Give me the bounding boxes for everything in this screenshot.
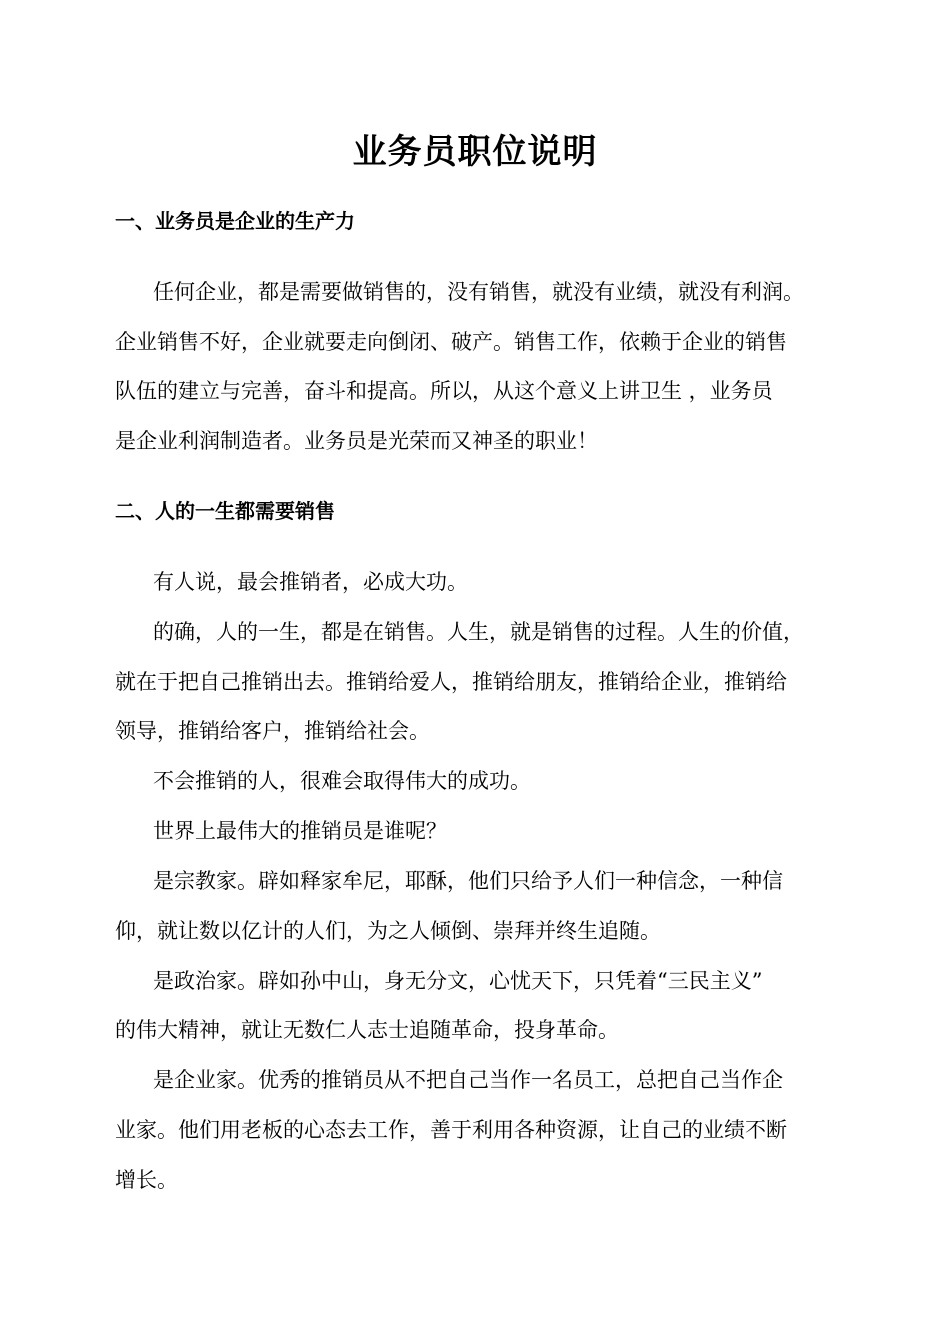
paragraph-line: 业家。他们用老板的心态去工作，善于利用各种资源，让自己的业绩不断 [115,1118,787,1142]
document-title: 业务员职位说明 [352,132,598,172]
section-heading-2: 二、人的一生都需要销售 [115,499,335,523]
paragraph-line: 仰，就让数以亿计的人们，为之人倾倒、崇拜并终生追随。 [115,919,661,943]
paragraph-line: 有人说，最会推销者，必成大功。 [153,570,468,594]
paragraph-line: 企业销售不好，企业就要走向倒闭、破产。销售工作，依赖于企业的销售 [115,330,787,354]
paragraph-line: 任何企业，都是需要做销售的，没有销售，就没有业绩，就没有利润。 [153,280,804,304]
paragraph-line: 的伟大精神，就让无数仁人志士追随革命，投身革命。 [115,1018,619,1042]
paragraph-line: 就在于把自己推销出去。推销给爱人，推销给朋友，推销给企业，推销给 [115,670,787,694]
paragraph-line: 是政治家。辟如孙中山，身无分文，心忧天下，只凭着“三民主义” [153,969,763,993]
paragraph-line: 世界上最伟大的推销员是谁呢？ [153,819,447,843]
paragraph-line: 不会推销的人，很难会取得伟大的成功。 [153,769,531,793]
paragraph-line: 的确，人的一生，都是在销售。人生，就是销售的过程。人生的价值， [153,620,804,644]
paragraph-line: 增长。 [115,1168,178,1192]
paragraph-line: 是企业利润制造者。业务员是光荣而又神圣的职业！ [115,429,598,453]
paragraph-line: 是宗教家。辟如释家牟尼，耶酥，他们只给予人们一种信念，一种信 [153,869,783,893]
paragraph-line: 队伍的建立与完善，奋斗和提高。所以，从这个意义上讲卫生 ，业务员 [115,379,773,403]
paragraph-line: 领导，推销给客户，推销给社会。 [115,719,430,743]
section-heading-1: 一、业务员是企业的生产力 [115,209,355,233]
paragraph-line: 是企业家。优秀的推销员从不把自己当作一名员工，总把自己当作企 [153,1068,783,1092]
